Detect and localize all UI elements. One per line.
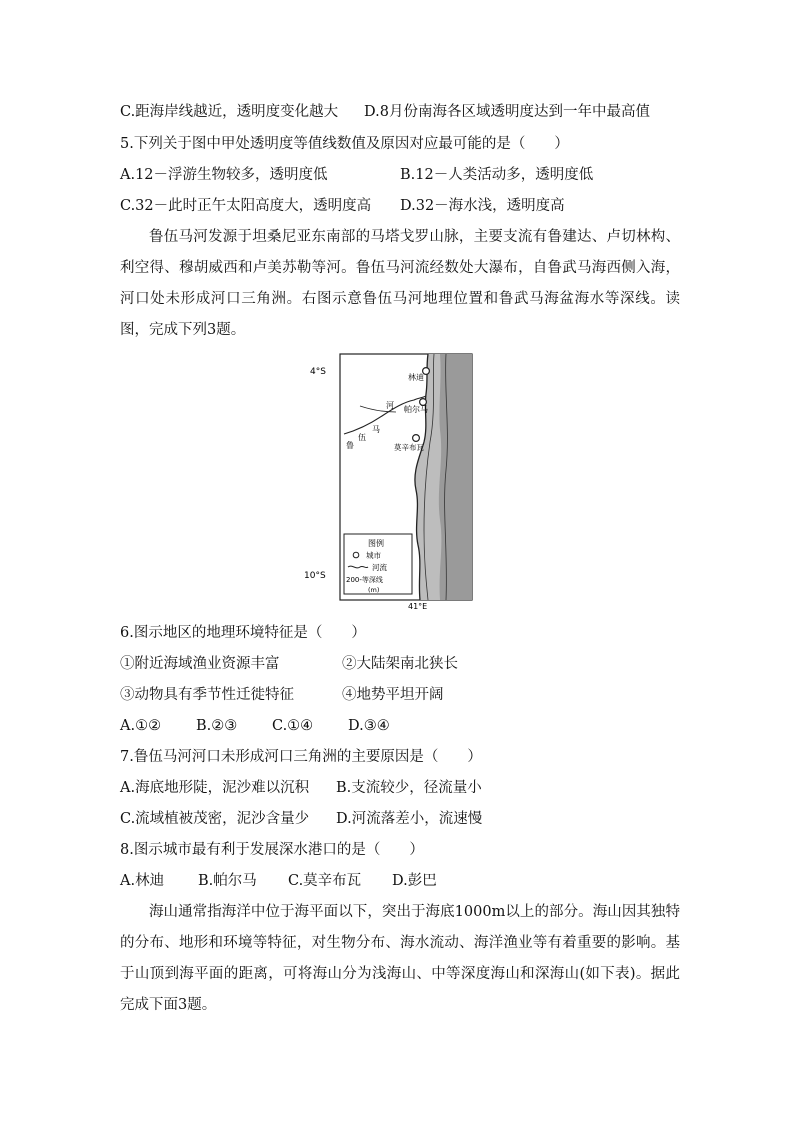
q7-stem: 7.鲁伍马河河口未形成河口三角洲的主要原因是（ ） <box>120 749 482 765</box>
river-label-3: 马 <box>372 425 380 434</box>
city-mocimboa-marker <box>413 435 420 442</box>
q7-option-b: B.支流较少，径流量小 <box>336 780 482 796</box>
q5-stem: 5.下列关于图中甲处透明度等值线数值及原因对应最可能的是（ ） <box>120 136 569 152</box>
q6-stem: 6.图示地区的地理环境特征是（ ） <box>120 625 366 641</box>
q4-option-c: C.距海岸线越近，透明度变化越大 <box>120 104 339 120</box>
lat-bottom-label: 10°S <box>304 571 326 581</box>
legend-depth-label: 200-等深线 <box>346 576 383 584</box>
q6-statement-2: ②大陆架南北狭长 <box>342 656 458 672</box>
q6-option-a: A.①② <box>120 718 162 734</box>
q6-option-d: D.③④ <box>348 718 390 734</box>
legend-title: 图例 <box>368 539 384 548</box>
q8-option-c: C.莫辛布瓦 <box>288 873 362 889</box>
lon-label: 41°E <box>408 602 428 610</box>
city-palma-label: 帕尔马 <box>404 405 428 414</box>
q7-option-c: C.流域植被茂密，泥沙含量少 <box>120 811 310 827</box>
q5-option-d: D.32－海水浅，透明度高 <box>400 198 565 214</box>
ruvuma-map <box>300 350 480 610</box>
q6-statement-3: ③动物具有季节性迁徙特征 <box>120 687 294 703</box>
q7-option-a: A.海底地形陡，泥沙难以沉积 <box>120 780 310 796</box>
passage-seamount: 海山通常指海洋中位于海平面以下，突出于海底1000m以上的部分。海山因其独特的分布、地形和环境等特征，对生物分布、海水流动、海洋渔业等有着重要的影响。基于山顶到海平面的距离，可将海山分为浅海山、中等深度海山和深海山(如下表)。据此完成下面3题。 <box>120 904 680 1013</box>
q8-stem: 8.图示城市最有利于发展深水港口的是（ ） <box>120 842 424 858</box>
q6-statement-4: ④地势平坦开阔 <box>342 687 444 703</box>
river-label-2: 伍 <box>358 433 366 442</box>
q6-option-c: C.①④ <box>272 718 314 734</box>
river-label-1: 鲁 <box>346 441 354 450</box>
deep-ocean-area <box>439 354 472 600</box>
lat-top-label: 4°S <box>310 367 326 377</box>
q6-statement-1: ①附近海域渔业资源丰富 <box>120 656 280 672</box>
q7-option-d: D.河流落差小，流速慢 <box>336 811 483 827</box>
q8-option-d: D.彭巴 <box>392 873 437 889</box>
river-label-4: 河 <box>386 401 394 410</box>
q6-option-b: B.②③ <box>196 718 238 734</box>
legend-unit-label: (m) <box>368 586 380 594</box>
city-lindi-label: 林迪 <box>408 373 424 382</box>
q8-option-a: A.林迪 <box>120 873 165 889</box>
q5-option-b: B.12－人类活动多，透明度低 <box>400 167 594 183</box>
passage-ruvuma: 鲁伍马河发源于坦桑尼亚东南部的马塔戈罗山脉，主要支流有鲁建达、卢切林构、利空得、穆胡威西和卢美苏勒等河。鲁伍马河流经数处大瀑布，自鲁武马海西侧入海，河口处未形成河口三角洲。右图示意鲁伍马河地理位置和鲁武马海盆海水等深线。读图，完成下列3题。 <box>120 229 680 338</box>
q8-option-b: B.帕尔马 <box>198 873 257 889</box>
q4-option-d: D.8月份南海各区域透明度达到一年中最高值 <box>364 104 650 120</box>
legend-city-label: 城市 <box>366 551 381 560</box>
legend-city-marker <box>353 552 359 558</box>
city-mocimboa-label: 莫辛布瓦 <box>394 443 424 452</box>
q5-option-c: C.32－此时正午太阳高度大，透明度高 <box>120 198 372 214</box>
q5-option-a: A.12－浮游生物较多，透明度低 <box>120 167 328 183</box>
legend-river-label: 河流 <box>372 563 387 572</box>
